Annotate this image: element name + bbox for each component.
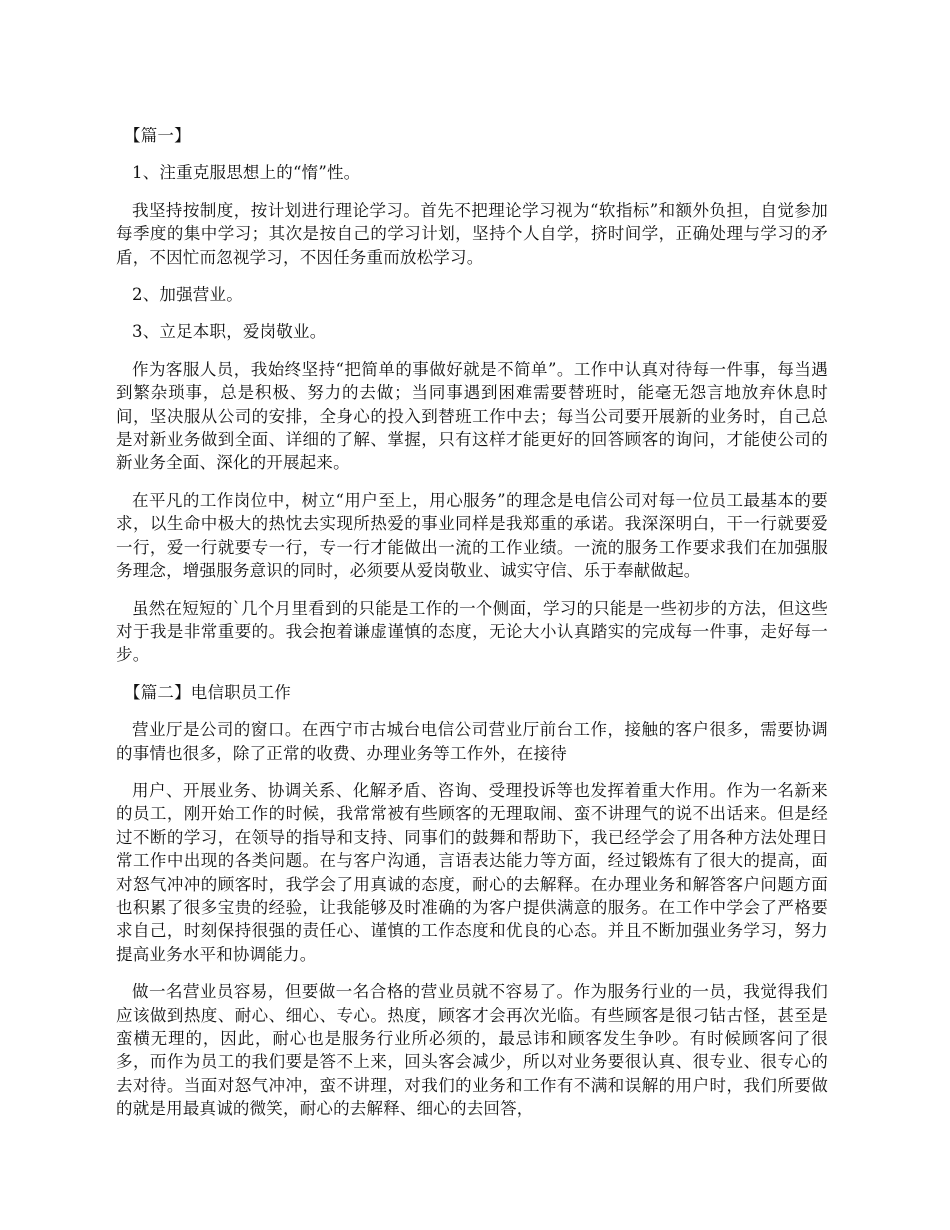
paragraph-few-months: 虽然在短短的`几个月里看到的只能是工作的一个侧面，学习的只能是一些初步的方法，但这些对于我是非常重要的。我会抱着谦虚谨慎的态度，无论大小认真踏实的完成每一件事，走好每一步。	[116, 598, 828, 665]
document-page	[116, 124, 828, 1135]
point-three-heading: 3、立足本职，爱岗敬业。	[132, 322, 327, 342]
point-one-heading: 1、注重克服思想上的“惰”性。	[132, 163, 361, 183]
paragraph-qualified-clerk: 做一名营业员容易，但要做一名合格的营业员就不容易了。作为服务行业的一员，我觉得我们应该做到热度、耐心、细心、专心。热度，顾客才会再次光临。有些顾客是很刁钻古怪，甚至是蛮横无理的，因此，耐心也是服务行业所必须的，最忌讳和顾客发生争吵。有时候顾客问了很多，而作为员工的我们要是答不上来，回头客会减少，所以对业务要很认真、很专业、很专心的去对待。当面对怒气冲冲，蛮不讲理，对我们的业务和工作有不满和误解的用户时，我们所要做的就是用最真诚的微笑，耐心的去解释、细心的去回答，	[116, 982, 828, 1119]
point-two-heading: 2、加强营业。	[132, 285, 243, 305]
section-two-heading: 【篇二】电信职员工作	[124, 682, 291, 702]
section-one-heading: 【篇一】	[124, 126, 191, 145]
paragraph-study-system: 我坚持按制度，按计划进行理论学习。首先不把理论学习视为“软指标”和额外负担，自觉参加每季度的集中学习；其次是按自己的学习计划，坚持个人自学，挤时间学，正确处理与学习的矛盾，不因忙而忽视学习，不因任务重而放松学习。	[116, 200, 828, 267]
paragraph-customer-service: 作为客服人员，我始终坚持“把简单的事做好就是不简单”。工作中认真对待每一件事，每当遇到繁杂琐事，总是积极、努力的去做；当同事遇到困难需要替班时，能毫无怨言地放弃休息时间，坚决服从公司的安排，全身心的投入到替班工作中去；每当公司要开展新的业务时，自己总是对新业务做到全面、详细的了解、掌握，只有这样才能更好的回答顾客的询问，才能使公司的新业务全面、深化的开展起来。	[116, 359, 828, 473]
paragraph-new-employee: 用户、开展业务、协调关系、化解矛盾、咨询、受理投诉等也发挥着重大作用。作为一名新来的员工，刚开始工作的时候，我常常被有些顾客的无理取闹、蛮不讲理气的说不出话来。但是经过不断的学习，在领导的指导和支持、同事们的鼓舞和帮助下，我已经学会了用各种方法处理日常工作中出现的各类问题。在与客户沟通，言语表达能力等方面，经过锻炼有了很大的提高，面对怒气冲冲的顾客时，我学会了用真诚的态度，耐心的去解释。在办理业务和解答客户问题方面也积累了很多宝贵的经验，让我能够及时准确的为客户提供满意的服务。在工作中学会了严格要求自己，时刻保持很强的责任心、谨慎的工作态度和优良的心态。并且不断加强业务学习，努力提高业务水平和协调能力。	[116, 780, 828, 964]
paragraph-business-hall: 营业厅是公司的窗口。在西宁市古城台电信公司营业厅前台工作，接触的客户很多，需要协调的事情也很多，除了正常的收费、办理业务等工作外，在接待	[116, 720, 828, 763]
paragraph-service-concept: 在平凡的工作岗位中，树立“用户至上，用心服务”的理念是电信公司对每一位员工最基本的要求，以生命中极大的热忱去实现所热爱的事业同样是我郑重的承诺。我深深明白，干一行就要爱一行，爱一行就要专一行，专一行才能做出一流的工作业绩。一流的服务工作要求我们在加强服务理念，增强服务意识的同时，必须要从爱岗敬业、诚实守信、乐于奉献做起。	[116, 490, 828, 581]
